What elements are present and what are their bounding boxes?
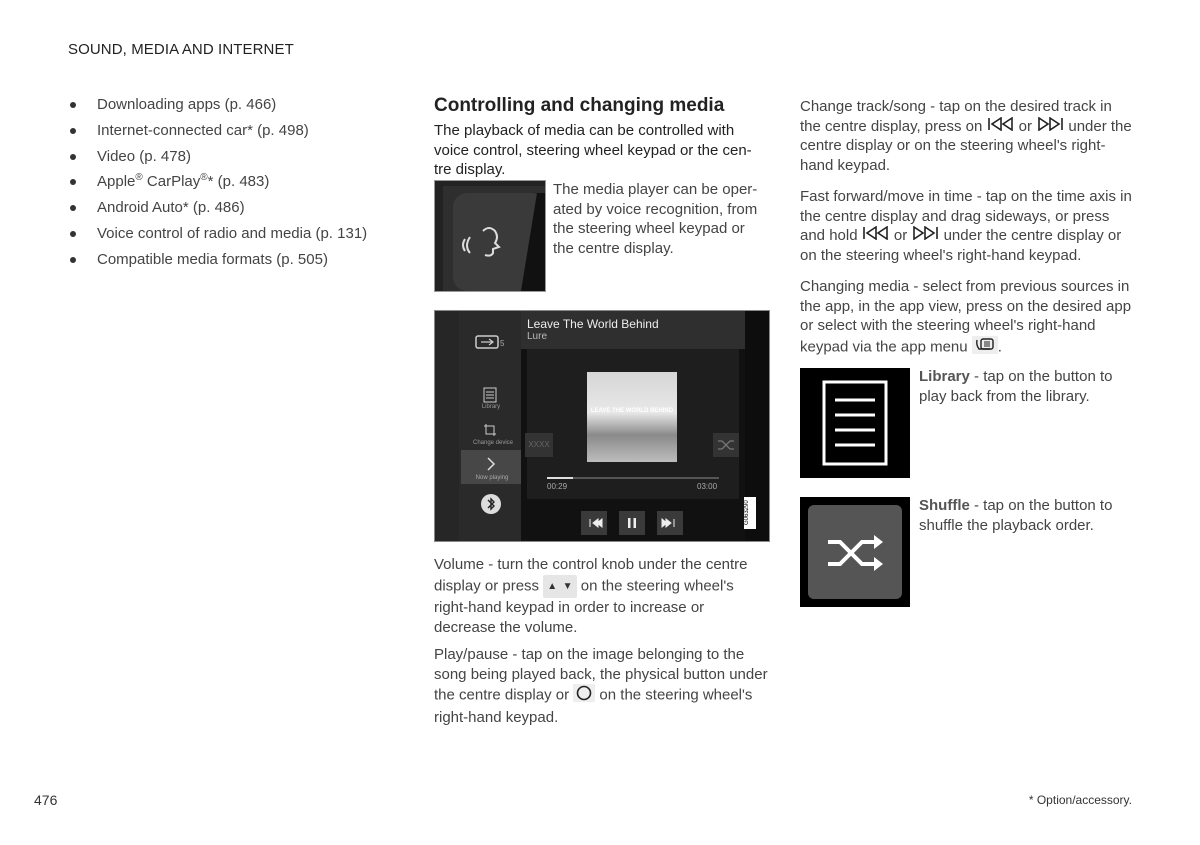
lead-paragraph: The playback of media can be controlled with voice control, steering wheel keypad or the cen-tre display. bbox=[434, 122, 752, 178]
changing-media-paragraph: Changing media - select from previous sources in the app, in the app view, press on the desired app or select with the steering wheel's right-hand keypad via the app menu . bbox=[800, 277, 1135, 359]
footnote: * Option/accessory. bbox=[1028, 793, 1132, 807]
previous-track-button[interactable] bbox=[581, 511, 607, 535]
time-total: 03:00 bbox=[697, 482, 718, 491]
fast-forward-paragraph: Fast forward/move in time - tap on the time axis in the centre display and drag sideways, or press and hold or under the centre display or on the steering wheel's right-hand keypad. bbox=[800, 188, 1132, 264]
change-track-paragraph: Change track/song - tap on the desired track in the centre display, press on or under the centre display or on the steering wheel's right-hand keypad. bbox=[800, 98, 1132, 174]
related-link[interactable]: Compatible media formats (p. 505) bbox=[68, 250, 408, 276]
chevron-right-icon bbox=[485, 457, 497, 471]
voice-caption: The media player can be oper-ated by voice recognition, from the steering wheel keypad or the centre display. bbox=[553, 181, 758, 257]
pause-button[interactable] bbox=[619, 511, 645, 535]
library-icon bbox=[800, 368, 910, 478]
usb-source-icon[interactable] bbox=[475, 333, 507, 351]
library-description: Library - tap on the button to play back from the library. bbox=[919, 368, 1113, 405]
album-art-text: LEAVE THE WORLD BEHIND bbox=[590, 408, 674, 414]
related-link[interactable]: Video (p. 478) bbox=[68, 147, 408, 173]
play-pause-paragraph: Play/pause - tap on the image belonging to the song being played back, the physical button under the centre display or on the steering wheel's right-hand keypad. bbox=[434, 646, 768, 726]
shuffle-small-icon[interactable] bbox=[713, 433, 739, 457]
centre-display-figure bbox=[434, 310, 770, 542]
related-link[interactable]: Apple® CarPlay®* (p. 483) bbox=[68, 172, 408, 198]
voice-button-photo bbox=[434, 180, 546, 292]
voice-control-icon bbox=[435, 181, 545, 291]
library-label: Library bbox=[481, 404, 501, 410]
section-title: Controlling and changing media bbox=[434, 95, 725, 116]
related-links-list bbox=[68, 95, 408, 276]
play-pause-circle-icon bbox=[573, 684, 595, 708]
display-bezel bbox=[435, 311, 459, 541]
page-number: 476 bbox=[34, 792, 58, 808]
shuffle-button-image bbox=[800, 497, 910, 607]
bluetooth-icon[interactable] bbox=[481, 494, 501, 514]
library-icon[interactable] bbox=[483, 387, 497, 403]
volume-up-down-keys: ▲ ▼ bbox=[543, 575, 576, 599]
bullet-icon bbox=[70, 128, 76, 134]
skip-back-icon bbox=[862, 226, 890, 246]
progress-fill bbox=[547, 477, 573, 479]
bullet-icon bbox=[70, 257, 76, 263]
related-link[interactable]: Downloading apps (p. 466) bbox=[68, 95, 408, 121]
related-link[interactable]: Android Auto* (p. 486) bbox=[68, 198, 408, 224]
time-elapsed: 00:29 bbox=[547, 482, 568, 491]
related-link[interactable]: Voice control of radio and media (p. 131) bbox=[68, 224, 408, 250]
library-button-image bbox=[800, 368, 910, 478]
album-art[interactable] bbox=[587, 372, 677, 462]
track-title: Leave The World Behind bbox=[527, 317, 659, 331]
bullet-icon bbox=[70, 154, 76, 160]
bullet-icon bbox=[70, 205, 76, 211]
svg-text:5: 5 bbox=[500, 339, 505, 348]
section-header: SOUND, MEDIA AND INTERNET bbox=[68, 41, 294, 58]
bullet-icon bbox=[70, 102, 76, 108]
bullet-icon bbox=[70, 179, 76, 185]
change-device-label: Change device bbox=[472, 440, 514, 446]
track-artist: Lure bbox=[527, 331, 548, 342]
change-device-icon[interactable] bbox=[483, 423, 497, 437]
shuffle-description: Shuffle - tap on the button to shuffle the playback order. bbox=[919, 497, 1113, 534]
related-link[interactable]: Internet-connected car* (p. 498) bbox=[68, 121, 408, 147]
volume-paragraph: Volume - turn the control knob under the centre display or press ▲ ▼ on the steering wheel's right-hand keypad in order to increase or decrease the volume. bbox=[434, 556, 748, 636]
figure-code: G063290 bbox=[744, 497, 756, 529]
skip-forward-icon bbox=[1036, 117, 1064, 137]
shuffle-icon bbox=[800, 497, 910, 607]
skip-forward-icon bbox=[911, 226, 939, 246]
previous-item-thumb[interactable]: XXXX bbox=[525, 433, 553, 457]
bullet-icon bbox=[70, 231, 76, 237]
next-track-button[interactable] bbox=[657, 511, 683, 535]
app-menu-icon bbox=[972, 336, 998, 360]
now-playing-label: Now playing bbox=[475, 475, 509, 481]
skip-back-icon bbox=[987, 117, 1015, 137]
